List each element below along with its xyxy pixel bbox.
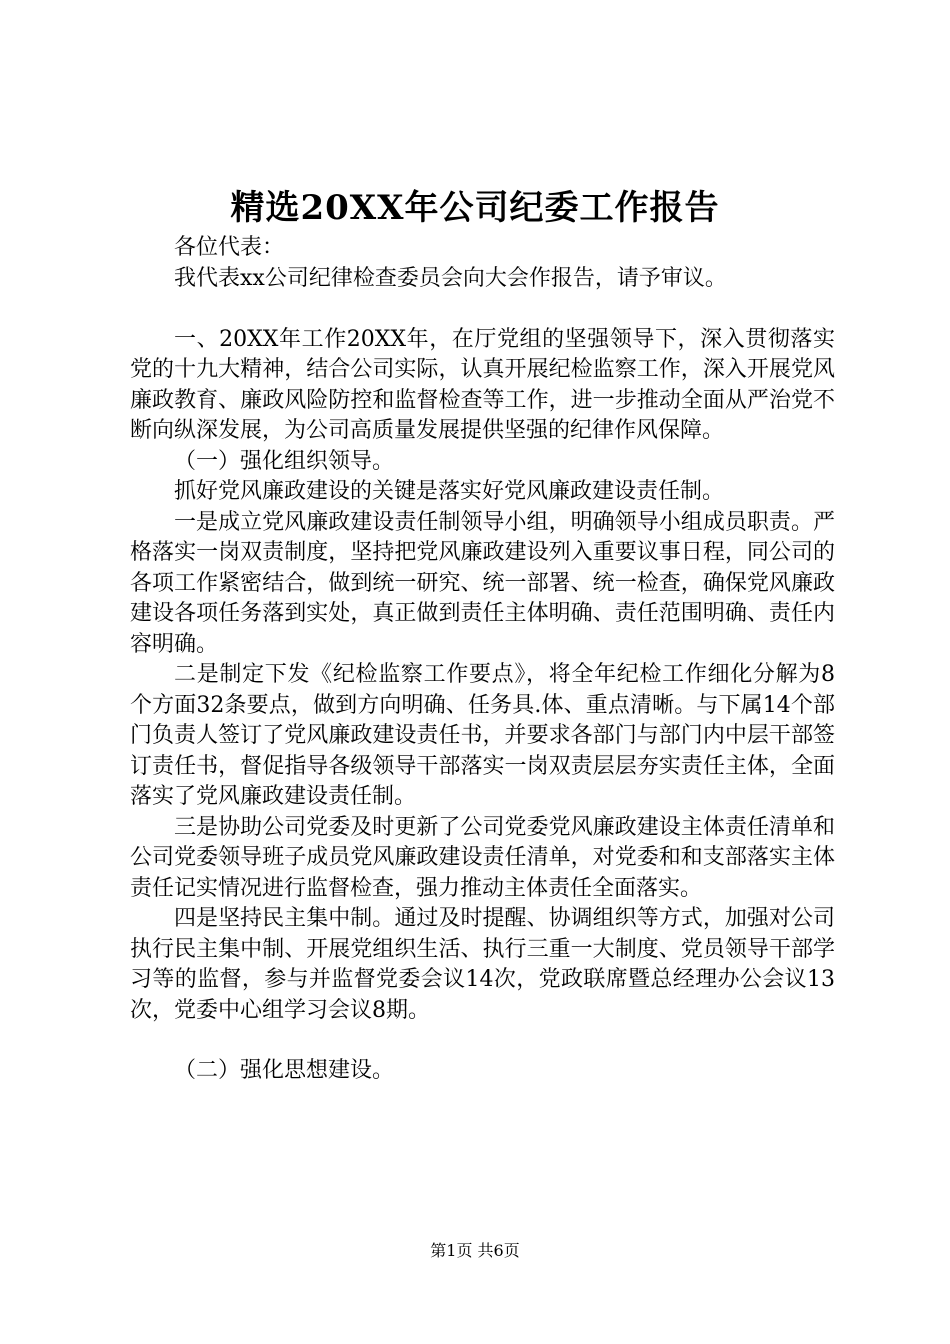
paragraph-subheading-2: （二）强化思想建设。 — [174, 1058, 395, 1083]
document-body — [130, 233, 835, 1087]
paragraph-subheading-1: （一）强化组织领导。 — [174, 448, 395, 474]
paragraph-item-2: 二是制定下发《纪检监察工作要点》，将全年纪检工作细化分解为8个方面32条要点，做到方向明确、任务具.体、重点清晰。与下属14个部门负责人签订了党风廉政建设责任书，并要求各部门与部门内中层干部签订责任书，督促指导各级领导干部落实一岗双责层层夯实责任主体，全面落实了党风廉政建设责任制。 — [130, 662, 835, 809]
paragraph-intro: 我代表xx公司纪律检查委员会向大会作报告，请予审议。 — [174, 265, 727, 291]
paragraph-salutation: 各位代表： — [174, 235, 285, 260]
paragraph-item-1: 一是成立党风廉政建设责任制领导小组，明确领导小组成员职责。严格落实一岗双责制度，坚持把党风廉政建设列入重要议事日程，同公司的各项工作紧密结合，做到统一研究、统一部署、统一检查，确保党风廉政建设各项任务落到实处，真正做到责任主体明确、责任范围明确、责任内容明确。 — [130, 509, 835, 657]
paragraph-item-3: 三是协助公司党委及时更新了公司党委党风廉政建设主体责任清单和公司党委领导班子成员党风廉政建设责任清单，对党委和和支部落实主体责任记实情况进行监督检查，强力推动主体责任全面落实。 — [130, 814, 835, 901]
paragraph-key-point: 抓好党风廉政建设的关键是落实好党风廉政建设责任制。 — [174, 479, 725, 504]
page-footer: 第1页 共6页 — [430, 1241, 520, 1260]
paragraph-item-4: 四是坚持民主集中制。通过及时提醒、协调组织等方式，加强对公司执行民主集中制、开展党组织生活、执行三重一大制度、党员领导干部学习等的监督，参与并监督党委会议14次，党政联席暨总经理办公会议13次，党委中心组学习会议8期。 — [130, 906, 835, 1023]
document-title: 精选20XX年公司纪委工作报告 — [230, 188, 720, 228]
paragraph-section-1: 一、20XX年工作20XX年，在厅党组的坚强领导下，深入贯彻落实党的十九大精神，结合公司实际，认真开展纪检监察工作，深入开展党风廉政教育、廉政风险防控和监督检查等工作，进一步推动全面从严治党不断向纵深发展，为公司高质量发展提供坚强的纪律作风保障。 — [130, 326, 835, 443]
